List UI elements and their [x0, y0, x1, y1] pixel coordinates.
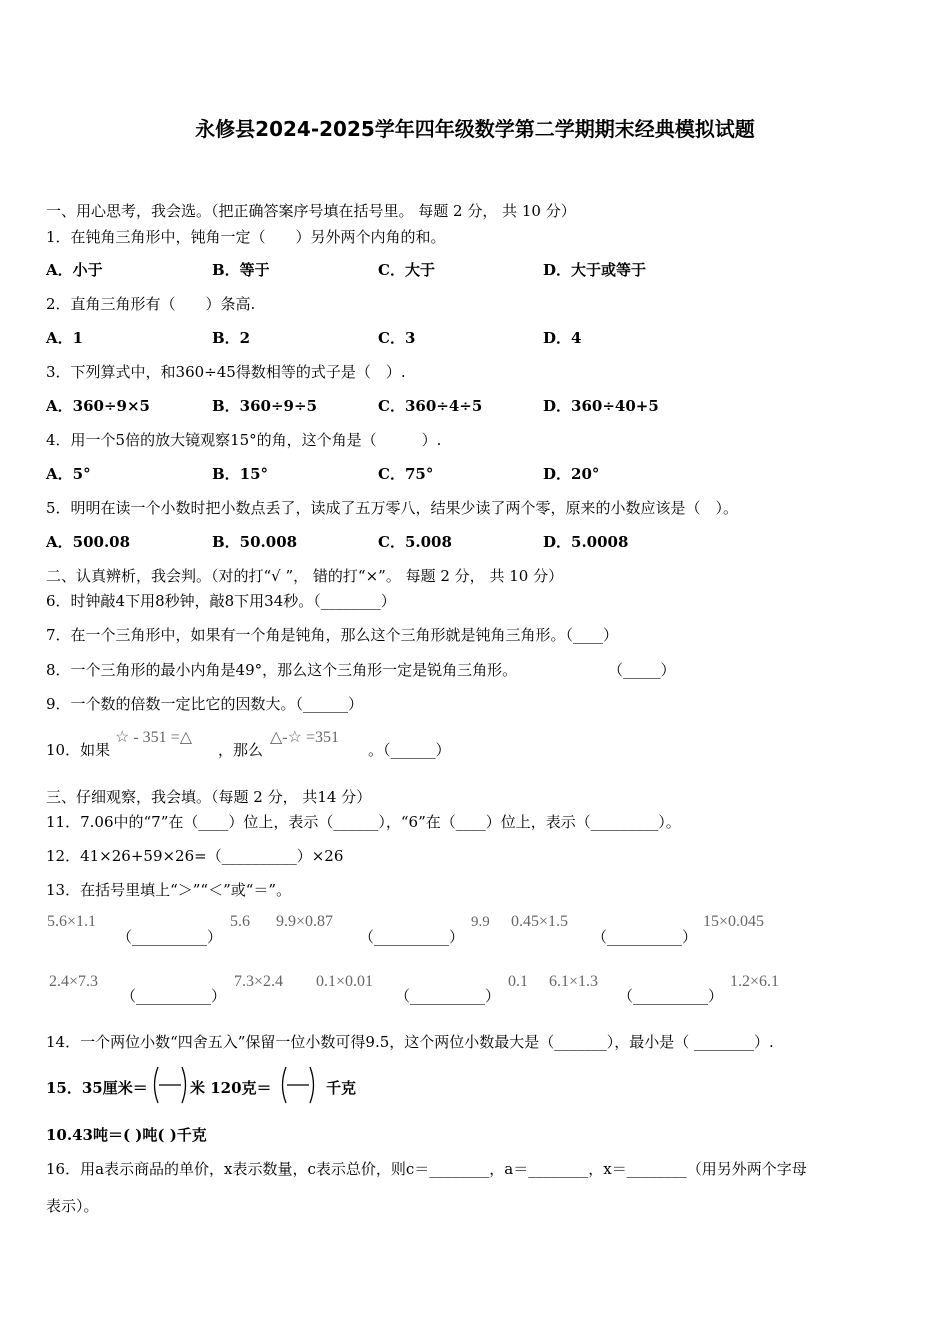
question-2-stem: 2．直角三角形有（ ）条高.	[46, 295, 256, 313]
question-4-option-a[interactable]: A．5°	[46, 465, 91, 483]
comparison-blank[interactable]: （__________）	[359, 928, 465, 946]
question-8-stem: 8．一个三角形的最小内角是49°，那么这个三角形一定是锐角三角形。	[46, 661, 518, 679]
question-16-line-1[interactable]: 16．用a表示商品的单价，x表示数量，c表示总价，则c＝________，a＝________，x＝________（用另外两个字母	[46, 1160, 807, 1178]
question-10-expression-2: △-☆ =351	[270, 729, 339, 746]
question-15-middle: 米 120克＝	[190, 1079, 272, 1097]
comparison-blank[interactable]: （__________）	[395, 987, 501, 1005]
question-16-line-2: 表示）。	[46, 1197, 99, 1215]
question-3-option-c[interactable]: C．360÷4÷5	[378, 397, 483, 415]
question-10-blank[interactable]: 。（______）	[368, 741, 451, 759]
comparison-right: 7.3×2.4	[234, 973, 284, 990]
question-7[interactable]: 7．在一个三角形中，如果有一个角是钝角，那么这个三角形就是钝角三角形。（____）	[46, 626, 619, 644]
question-2-option-d[interactable]: D．4	[543, 329, 582, 347]
question-5-stem: 5．明明在读一个小数时把小数点丢了，读成了五万零八，结果少读了两个零，原来的小数应该是（ ）。	[46, 499, 739, 517]
question-15-prefix: 15．35厘米＝	[46, 1079, 148, 1097]
question-3-stem: 3．下列算式中，和360÷45得数相等的式子是（ ）.	[46, 363, 406, 381]
question-14[interactable]: 14．一个两位小数“四舍五入”保留一位小数可得9.5，这个两位小数最大是（_______），最小是（ ________）.	[46, 1033, 774, 1051]
comparison-left: 0.1×0.01	[316, 973, 374, 990]
comparison-left: 6.1×1.3	[549, 973, 599, 990]
section-2-heading: 二、认真辨析，我会判。（对的打“√ ”， 错的打“×”。 每题 2 分， 共 10 分）	[46, 567, 564, 585]
question-8-blank[interactable]: （_____）	[608, 661, 676, 679]
question-2-option-b[interactable]: B．2	[212, 329, 251, 347]
comparison-left: 2.4×7.3	[49, 973, 99, 990]
comparison-left: 0.45×1.5	[511, 913, 569, 930]
question-1-option-b[interactable]: B．等于	[212, 261, 270, 279]
comparison-left: 9.9×0.87	[276, 913, 334, 930]
question-5-option-d[interactable]: D．5.0008	[543, 533, 629, 551]
question-11[interactable]: 11．7.06中的“7”在（____）位上，表示（______），“6”在（____）位上，表示（_________）。	[46, 813, 681, 831]
comparison-right: 0.1	[508, 973, 528, 990]
question-4-stem: 4．用一个5倍的放大镜观察15°的角，这个角是（ ）.	[46, 431, 442, 449]
question-4-option-d[interactable]: D．20°	[543, 465, 600, 483]
question-2-option-a[interactable]: A．1	[46, 329, 84, 347]
question-5-option-b[interactable]: B．50.008	[212, 533, 298, 551]
fraction-blank-2[interactable]	[278, 1065, 318, 1105]
comparison-right: 9.9	[471, 914, 490, 930]
comparison-blank[interactable]: （__________）	[117, 928, 223, 946]
comparison-blank[interactable]: （__________）	[121, 987, 227, 1005]
question-10-expression-1: ☆ - 351 =△	[115, 729, 192, 746]
question-4-option-b[interactable]: B．15°	[212, 465, 269, 483]
comparison-blank[interactable]: （__________）	[618, 987, 724, 1005]
question-1-option-a[interactable]: A．小于	[46, 261, 103, 279]
comparison-right: 5.6	[230, 913, 250, 930]
question-5-option-c[interactable]: C．5.008	[378, 533, 452, 551]
section-3-heading: 三、仔细观察，我会填。（每题 2 分， 共14 分）	[46, 788, 372, 806]
question-15b[interactable]: 10.43吨＝( )吨( )千克	[46, 1126, 207, 1144]
question-10-prefix: 10．如果	[46, 741, 111, 759]
question-9[interactable]: 9．一个数的倍数一定比它的因数大。（______）	[46, 695, 364, 713]
page-title: 永修县2024-2025学年四年级数学第二学期期末经典模拟试题	[195, 117, 755, 141]
fraction-blank-1[interactable]	[150, 1065, 190, 1105]
question-1-option-c[interactable]: C．大于	[378, 261, 435, 279]
question-10-middle: ，那么	[218, 741, 264, 759]
question-1-stem: 1．在钝角三角形中，钝角一定（ ）另外两个内角的和。	[46, 228, 446, 246]
question-4-option-c[interactable]: C．75°	[378, 465, 434, 483]
question-5-option-a[interactable]: A．500.08	[46, 533, 131, 551]
comparison-right: 15×0.045	[703, 913, 765, 930]
question-2-option-c[interactable]: C．3	[378, 329, 416, 347]
question-13-stem: 13．在括号里填上“＞”“＜”或“＝”。	[46, 881, 292, 899]
section-1-heading: 一、用心思考，我会选。（把正确答案序号填在括号里。 每题 2 分， 共 10 分）	[46, 202, 576, 220]
question-3-option-a[interactable]: A．360÷9×5	[46, 397, 150, 415]
comparison-left: 5.6×1.1	[47, 913, 97, 930]
comparison-right: 1.2×6.1	[730, 973, 780, 990]
question-15-suffix: 千克	[326, 1079, 357, 1097]
question-6[interactable]: 6．时钟敲4下用8秒钟，敲8下用34秒。（________）	[46, 592, 396, 610]
comparison-blank[interactable]: （__________）	[592, 928, 698, 946]
question-1-option-d[interactable]: D．大于或等于	[543, 261, 647, 279]
question-12[interactable]: 12．41×26+59×26=（__________）×26	[46, 847, 344, 865]
question-3-option-b[interactable]: B．360÷9÷5	[212, 397, 318, 415]
question-3-option-d[interactable]: D．360÷40+5	[543, 397, 659, 415]
